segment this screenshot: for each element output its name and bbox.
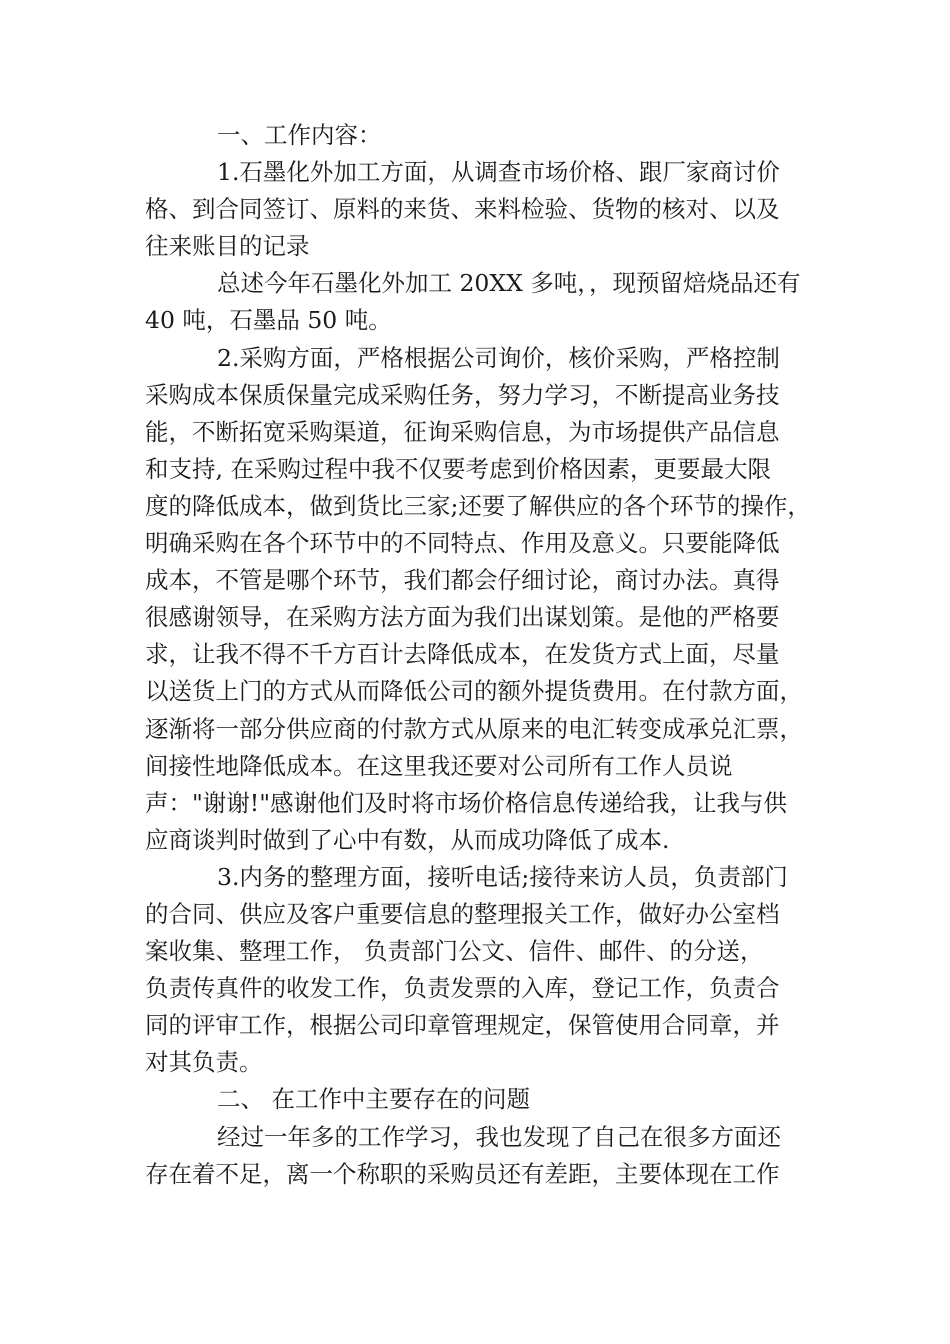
document-body — [145, 117, 815, 1193]
text-line: 案收集、整理工作， 负责部门公文、信件、邮件、的分送， — [145, 937, 764, 966]
text-line: 存在着不足，离一个称职的采购员还有差距，主要体现在工作 — [145, 1159, 780, 1188]
text-line: 度的降低成本，做到货比三家;还要了解供应的各个环节的操作， — [145, 491, 811, 520]
text-line: 声："谢谢!"感谢他们及时将市场价格信息传递给我，让我与供 — [145, 788, 788, 817]
text-line: 明确采购在各个环节中的不同特点、作用及意义。只要能降低 — [145, 529, 780, 558]
text-line: 一、工作内容： — [217, 121, 382, 149]
text-line: 经过一年多的工作学习，我也发现了自己在很多方面还 — [217, 1122, 781, 1151]
text-line: 应商谈判时做到了心中有数，从而成功降低了成本. — [145, 825, 670, 854]
text-line: 对其负责。 — [145, 1048, 263, 1077]
text-line: 采购成本保质保量完成采购任务，努力学习，不断提高业务技 — [145, 380, 780, 409]
text-line: 总述今年石墨化外加工 20XX 多吨，，现预留焙烧品还有 — [217, 269, 801, 298]
text-line: 负责传真件的收发工作，负责发票的入库，登记工作，负责合 — [145, 974, 780, 1003]
text-line: 二、 在工作中主要存在的问题 — [217, 1085, 530, 1114]
text-line: 能，不断拓宽采购渠道，征询采购信息，为市场提供产品信息 — [145, 417, 780, 446]
text-line: 同的评审工作，根据公司印章管理规定，保管使用合同章，并 — [145, 1011, 780, 1040]
text-line: 很感谢领导，在采购方法方面为我们出谋划策。是他的严格要 — [145, 603, 780, 632]
text-line: 往来账目的记录 — [145, 232, 310, 261]
text-line: 成本，不管是哪个环节，我们都会仔细讨论，商讨办法。真得 — [145, 566, 780, 595]
text-line: 以送货上门的方式从而降低公司的额外提货费用。在付款方面， — [145, 677, 803, 706]
text-line: 逐渐将一部分供应商的付款方式从原来的电汇转变成承兑汇票， — [145, 714, 803, 743]
text-line: 1.石墨化外加工方面，从调查市场价格、跟厂家商讨价 — [217, 158, 780, 187]
text-line: 求，让我不得不千方百计去降低成本，在发货方式上面，尽量 — [145, 640, 780, 669]
text-line: 间接性地降低成本。在这里我还要对公司所有工作人员说 — [145, 751, 733, 780]
text-line: 3.内务的整理方面，接听电话;接待来访人员，负责部门 — [217, 862, 788, 891]
text-line: 格、到合同签订、原料的来货、来料检验、货物的核对、以及 — [145, 195, 780, 224]
text-line: 的合同、供应及客户重要信息的整理报关工作，做好办公室档 — [145, 899, 780, 928]
text-line: 和支持, 在采购过程中我不仅要考虑到价格因素，更要最大限 — [145, 454, 771, 483]
text-line: 2.采购方面，严格根据公司询价，核价采购，严格控制 — [217, 343, 780, 372]
text-line: 40 吨，石墨品 50 吨。 — [145, 306, 392, 335]
